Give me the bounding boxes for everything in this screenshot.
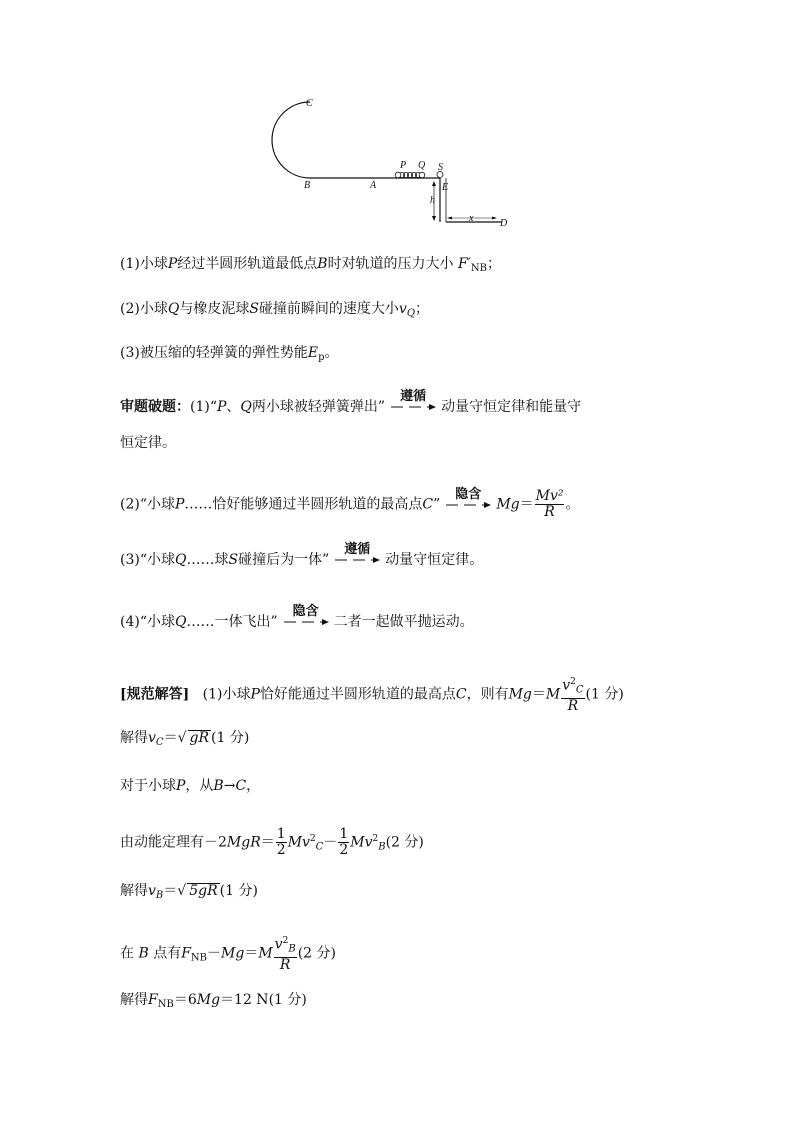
question-3: (3)被压缩的轻弹簧的弹性势能$E_p$。 bbox=[120, 345, 339, 363]
label-b: B bbox=[304, 180, 311, 191]
label-p: P bbox=[400, 160, 407, 171]
arrow-icon bbox=[389, 403, 437, 411]
fraction: $\frac{1}{2}$ bbox=[276, 826, 286, 858]
analysis-2: (2)“小球P……恰好能够通过半圆形轨道的最高点C” 隐含 Mg＝ $\frac{\text{Mv²}}{R}$ 。 bbox=[120, 486, 580, 520]
analysis-heading: 审题破题： bbox=[120, 399, 190, 415]
solution-4: 由动能定理有－2MgR＝ $\frac{1}{2}$ $Mv^2_C-$ $\frac{1}{2}$ $Mv^2_B(2$ 分) bbox=[120, 826, 424, 858]
fraction: $\frac{1}{2}$ bbox=[339, 826, 349, 858]
solution-5: 解得$v_B=√$ 5gR (1 分) bbox=[120, 883, 258, 901]
solution-6: 在 B 点有$F_{NB}-Mg=M$ $\frac{v^2_B}{R}$ (2 分) bbox=[120, 936, 336, 973]
ball-p bbox=[395, 172, 401, 178]
solution-7: 解得$F_{NB}=6Mg=12$ N(1 分) bbox=[120, 992, 307, 1010]
analysis-4: (4)“小球Q……一体飞出” 隐含 二者一起做平抛运动。 bbox=[120, 604, 474, 630]
arrow-follow: 遵循 bbox=[333, 550, 381, 570]
solution-2: 解得$v_C=√$ gR (1 分) bbox=[120, 730, 250, 748]
fraction: $\frac{v^2_B}{R}$ bbox=[274, 936, 296, 973]
label-c: C bbox=[306, 98, 313, 109]
physics-figure bbox=[270, 92, 520, 232]
label-d: D bbox=[500, 218, 508, 229]
analysis-1-cont: 恒定律。 bbox=[120, 435, 176, 451]
fraction: $\frac{v^2_C}{R}$ bbox=[562, 677, 584, 714]
sqrt: gR bbox=[189, 730, 210, 746]
solution-3: 对于小球P，从B→C， bbox=[120, 778, 261, 794]
arrow-imply: 隐含 bbox=[444, 495, 492, 515]
sqrt: 5gR bbox=[189, 883, 218, 899]
label-h: h bbox=[430, 195, 435, 206]
arrow-imply: 隐含 bbox=[282, 612, 330, 632]
question-1: (1)小球P经过半圆形轨道最低点B时对轨道的压力大小 $F'_{NB}$； bbox=[120, 256, 502, 274]
label-e: E bbox=[442, 182, 449, 193]
label-a: A bbox=[370, 180, 377, 191]
arrow-icon bbox=[444, 501, 492, 509]
arrow-follow: 遵循 bbox=[389, 397, 437, 417]
ball-q bbox=[419, 172, 425, 178]
arrow-icon bbox=[282, 618, 330, 626]
question-2: (2)小球Q与橡皮泥球S碰撞前瞬间的速度大小$v_Q$； bbox=[120, 301, 430, 319]
label-q: Q bbox=[418, 160, 426, 171]
solution-heading: [规范解答] bbox=[120, 686, 190, 703]
fraction: $\frac{\text{Mv²}}{R}$ bbox=[535, 488, 564, 520]
label-x: x bbox=[469, 213, 474, 224]
analysis-3: (3)“小球Q……球S碰撞后为一体” 遵循 动量守恒定律。 bbox=[120, 542, 484, 568]
analysis-1: 审题破题：(1)“P、Q两小球被轻弹簧弹出” 遵循 动量守恒定律和能量守 bbox=[120, 389, 582, 415]
solution-1: [规范解答] (1)小球P恰好能通过半圆形轨道的最高点C，则有Mg＝M $\frac{v^2_C}{R}$ (1 分) bbox=[120, 677, 624, 714]
arrow-icon bbox=[333, 556, 381, 564]
semicircle-track bbox=[272, 102, 310, 178]
spring bbox=[399, 172, 420, 177]
label-s: S bbox=[438, 162, 443, 173]
